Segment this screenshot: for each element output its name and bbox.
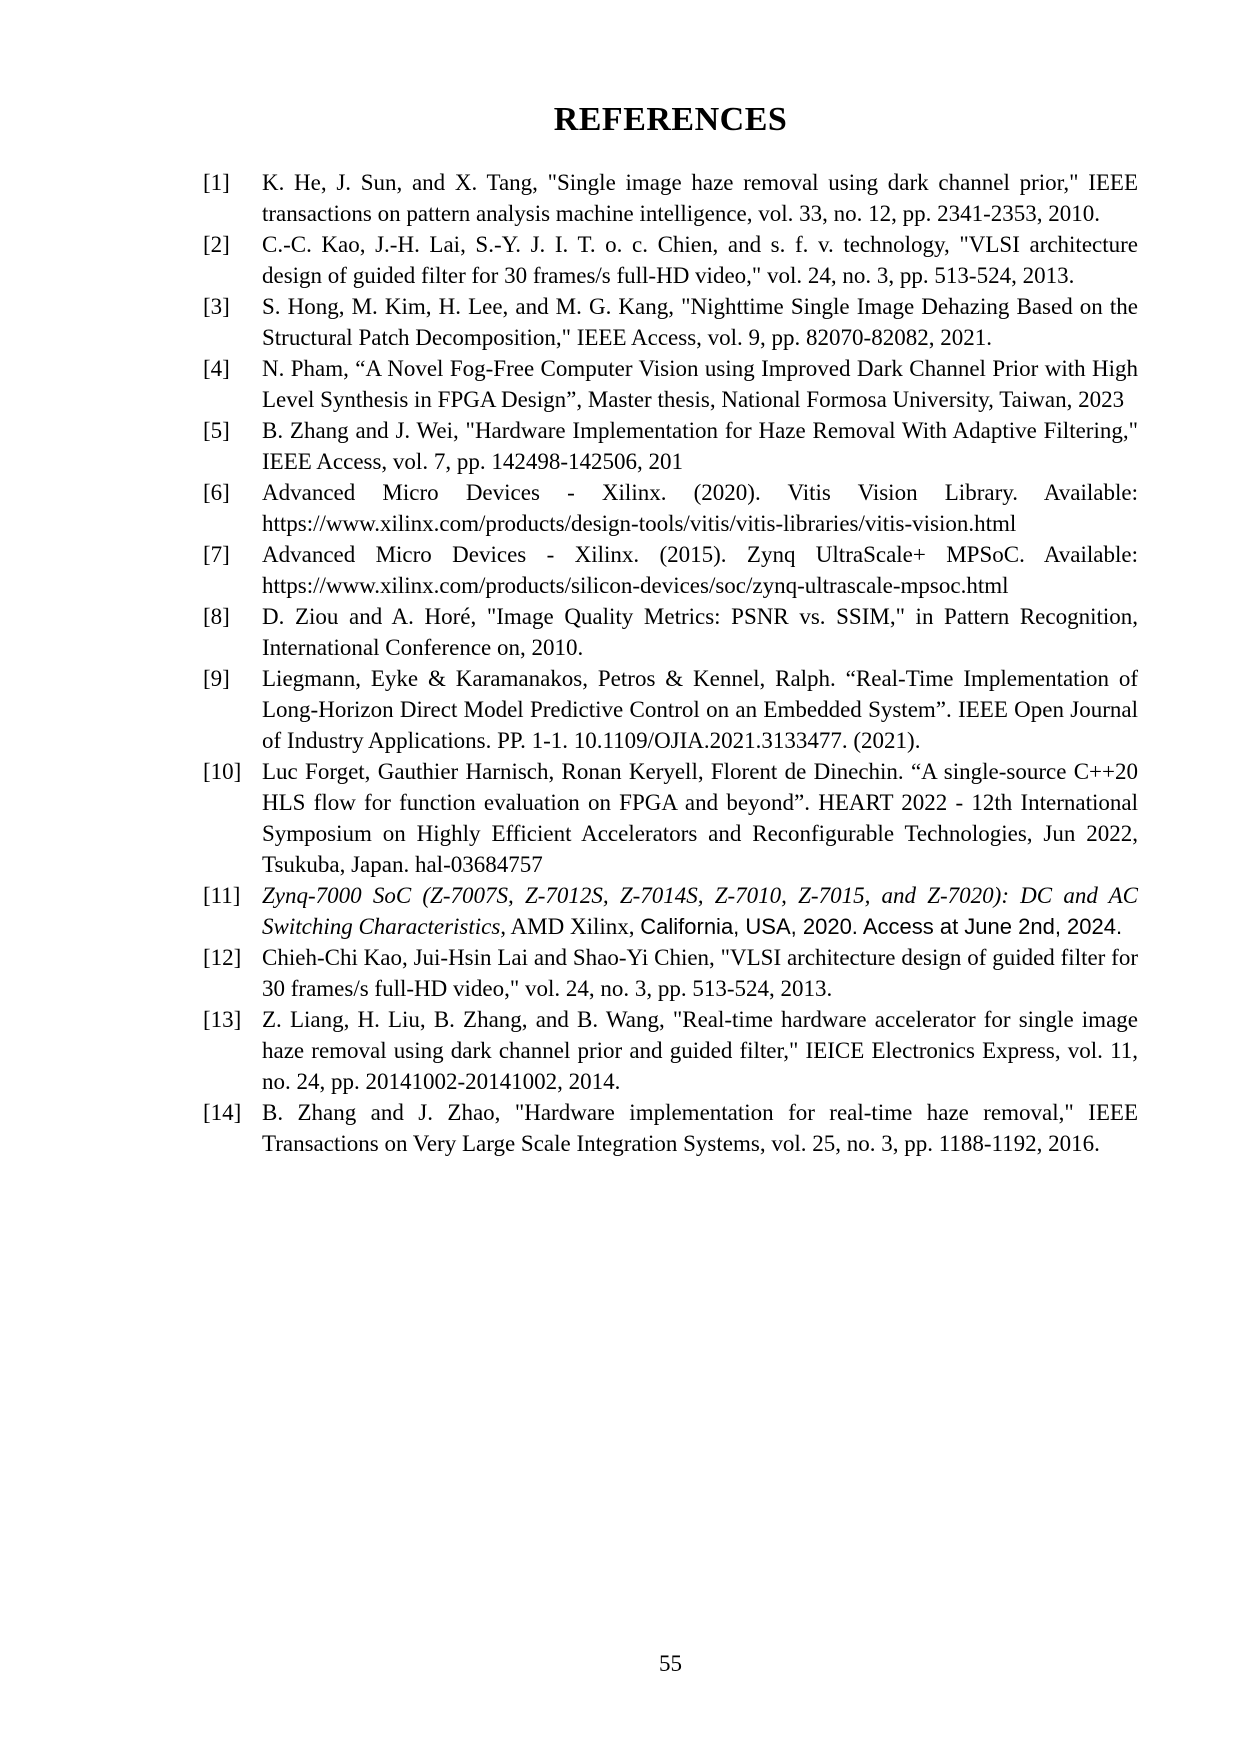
reference-segment: AMD Xilinx, [506,914,641,939]
reference-segment: Luc Forget, Gauthier Harnisch, Ronan Keryell, Florent de Dinechin. “A single-source C++20 HLS flow for function evaluation on FPGA and beyond”. HEART 2022 - 12th International Symposium on Highly Efficient Accelerators and Reconfigurable Technologies, Jun 2022, Tsukuba, Japan. hal-03684757 [262,759,1138,877]
reference-number: [9] [203,666,230,691]
reference-list [203,167,1138,1159]
page-number: 55 [659,1651,682,1676]
reference-number: [14] [203,1100,242,1125]
reference-segment: Zynq-7000 SoC (Z-7007S, Z-7012S, Z-7014S, Z-7010, Z-7015, and Z-7020): DC and AC Switching Characteristics, [262,883,1138,939]
reference-item [203,942,1138,1004]
reference-item [203,229,1138,291]
reference-item [203,601,1138,663]
reference-segment: D. Ziou and A. Horé, "Image Quality Metrics: PSNR vs. SSIM," in Pattern Recognition, International Conference on, 2010. [262,604,1138,660]
reference-segment: Z. Liang, H. Liu, B. Zhang, and B. Wang, "Real-time hardware accelerator for single image haze removal using dark channel prior and guided filter," IEICE Electronics Express, vol. 11, no. 24, pp. 20141002-20141002, 2014. [262,1007,1138,1094]
reference-item [203,539,1138,601]
reference-segment: California, USA, 2020. Access at June 2nd, 2024. [640,914,1123,939]
reference-text [262,291,1138,353]
reference-text [262,942,1138,1004]
reference-text [262,167,1138,229]
reference-text [262,229,1138,291]
reference-text [262,1004,1138,1097]
reference-item [203,167,1138,229]
reference-number: [7] [203,542,230,567]
reference-item [203,477,1138,539]
reference-segment: S. Hong, M. Kim, H. Lee, and M. G. Kang, "Nighttime Single Image Dehazing Based on the Structural Patch Decomposition," IEEE Access, vol. 9, pp. 82070-82082, 2021. [262,294,1138,350]
reference-text [262,477,1138,539]
reference-number: [6] [203,480,230,505]
reference-segment: C.-C. Kao, J.-H. Lai, S.-Y. J. I. T. o. c. Chien, and s. f. v. technology, "VLSI architecture design of guided filter for 30 frames/s full-HD video," vol. 24, no. 3, pp. 513-524, 2013. [262,232,1138,288]
reference-segment: Advanced Micro Devices - Xilinx. (2015). Zynq UltraScale+ MPSoC. Available: https://www.xilinx.com/products/silicon-devices/soc/zynq-ultrascale-mpsoc.html [262,542,1138,598]
reference-number: [11] [203,883,241,908]
reference-text [262,1097,1138,1159]
reference-number: [8] [203,604,230,629]
reference-number: [10] [203,759,242,784]
reference-item [203,353,1138,415]
reference-item [203,415,1138,477]
reference-item [203,756,1138,880]
reference-number: [12] [203,945,242,970]
reference-text [262,415,1138,477]
reference-segment: Chieh-Chi Kao, Jui-Hsin Lai and Shao-Yi Chien, "VLSI architecture design of guided filter for 30 frames/s full-HD video," vol. 24, no. 3, pp. 513-524, 2013. [262,945,1138,1001]
reference-item [203,663,1138,756]
reference-item [203,880,1138,942]
reference-item [203,1097,1138,1159]
reference-text [262,880,1138,942]
reference-text [262,663,1138,756]
reference-number: [2] [203,232,230,257]
reference-item [203,291,1138,353]
reference-segment: Liegmann, Eyke & Karamanakos, Petros & Kennel, Ralph. “Real-Time Implementation of Long-Horizon Direct Model Predictive Control on an Embedded System”. IEEE Open Journal of Industry Applications. PP. 1-1. 10.1109/OJIA.2021.3133477. (2021). [262,666,1138,753]
reference-text [262,539,1138,601]
reference-text [262,756,1138,880]
reference-segment: N. Pham, “A Novel Fog-Free Computer Vision using Improved Dark Channel Prior with High Level Synthesis in FPGA Design”, Master thesis, National Formosa University, Taiwan, 2023 [262,356,1138,412]
page-title: REFERENCES [553,101,788,138]
reference-number: [5] [203,418,230,443]
reference-segment: B. Zhang and J. Zhao, "Hardware implementation for real-time haze removal," IEEE Transactions on Very Large Scale Integration Systems, vol. 25, no. 3, pp. 1188-1192, 2016. [262,1100,1138,1156]
reference-text [262,601,1138,663]
reference-number: [4] [203,356,230,381]
reference-text [262,353,1138,415]
reference-segment: B. Zhang and J. Wei, "Hardware Implementation for Haze Removal With Adaptive Filtering," IEEE Access, vol. 7, pp. 142498-142506, 201 [262,418,1138,474]
reference-number: [13] [203,1007,242,1032]
reference-segment: Advanced Micro Devices - Xilinx. (2020). Vitis Vision Library. Available: https://www.xilinx.com/products/design-tools/vitis/vitis-libraries/vitis-vision.html [262,480,1138,536]
reference-item [203,1004,1138,1097]
reference-number: [3] [203,294,230,319]
reference-segment: K. He, J. Sun, and X. Tang, "Single image haze removal using dark channel prior," IEEE transactions on pattern analysis machine intelligence, vol. 33, no. 12, pp. 2341-2353, 2010. [262,170,1138,226]
reference-number: [1] [203,170,230,195]
